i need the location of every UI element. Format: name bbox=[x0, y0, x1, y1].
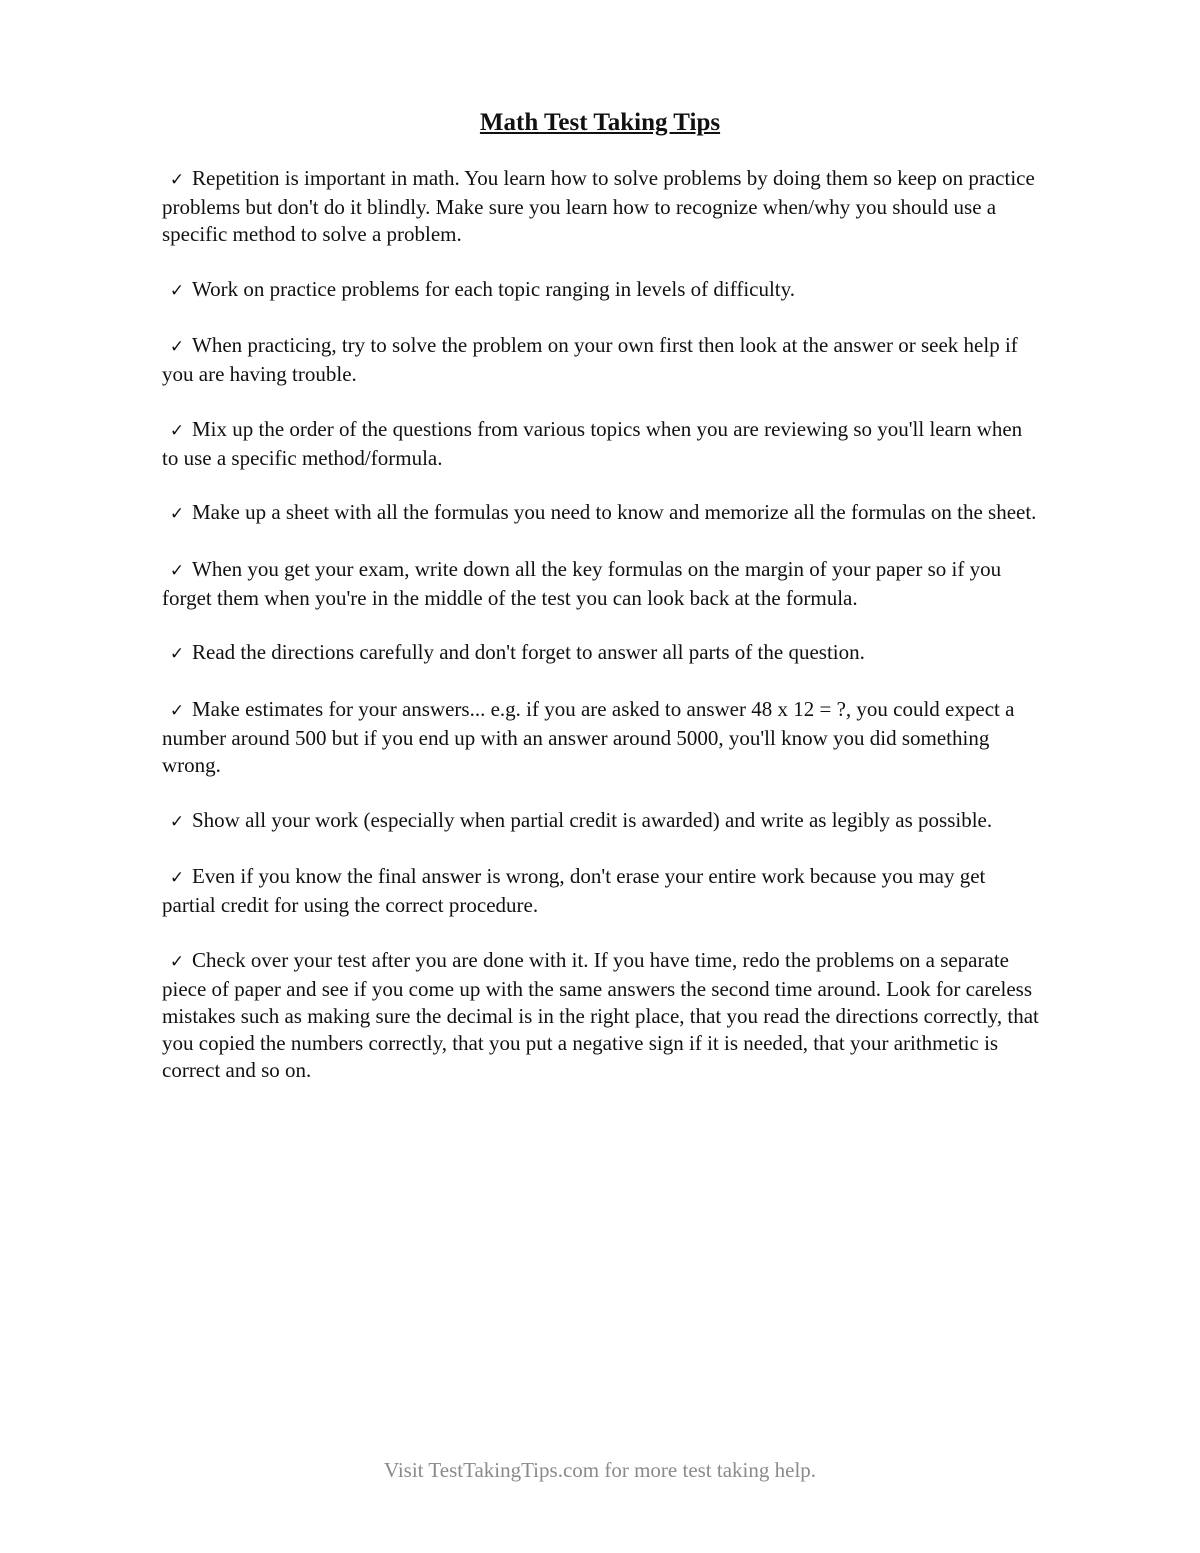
tip-text: Even if you know the final answer is wrong, don't erase your entire work because you may get partial credit for using the correct procedure. bbox=[162, 863, 986, 918]
checkmark-icon: ✓ bbox=[169, 280, 185, 301]
tip-text: Make estimates for your answers... e.g. if you are asked to answer 48 x 12 = ?, you could expect a number around 500 but if you end up with an answer around 5000, you'll know you did something wrong. bbox=[162, 696, 1015, 778]
tip-item bbox=[162, 947, 1042, 1085]
checkmark-icon: ✓ bbox=[169, 644, 185, 665]
tip-text: Repetition is important in math. You learn how to solve problems by doing them so keep on practice problems but don't do it blindly. Make sure you learn how to recognize when/why you should use a specific method to solve a problem. bbox=[162, 166, 1035, 247]
tip-text: Work on practice problems for each topic ranging in levels of difficulty. bbox=[192, 276, 796, 301]
tip-item bbox=[162, 416, 1042, 472]
checkmark-icon: ✓ bbox=[169, 337, 185, 358]
tip-item bbox=[162, 556, 1042, 612]
tip-item bbox=[162, 332, 1042, 388]
tip-item bbox=[162, 639, 1042, 668]
checkmark-icon: ✓ bbox=[169, 560, 185, 581]
page-title: Math Test Taking Tips bbox=[479, 109, 721, 136]
tip-text: Check over your test after you are done with it. If you have time, redo the problems on a separate piece of paper and see if you come up with the same answers the second time around. Look for careless mistakes such as making sure the decimal is in the right place, that you read the directions correctly, that you copied the numbers correctly, that you put a negative sign if it is needed, that your arithmetic is correct and so on. bbox=[162, 947, 1039, 1083]
checkmark-icon: ✓ bbox=[169, 700, 185, 721]
checkmark-icon: ✓ bbox=[169, 170, 185, 190]
tip-text: Make up a sheet with all the formulas you need to know and memorize all the formulas on the sheet. bbox=[192, 500, 1037, 525]
checkmark-icon: ✓ bbox=[169, 867, 185, 888]
tip-item bbox=[162, 696, 1042, 780]
tip-item bbox=[162, 807, 1042, 836]
checkmark-icon: ✓ bbox=[169, 811, 185, 832]
checkmark-icon: ✓ bbox=[169, 504, 185, 525]
tip-text: When practicing, try to solve the problem on your own first then look at the answer or seek help if you are having trouble. bbox=[162, 333, 1018, 387]
tips-list bbox=[162, 165, 1042, 1112]
tip-item bbox=[162, 499, 1042, 528]
checkmark-icon: ✓ bbox=[169, 420, 185, 441]
tip-item bbox=[162, 165, 1042, 249]
footer-note: Visit TestTakingTips.com for more test taking help. bbox=[383, 1458, 817, 1482]
tip-item bbox=[162, 276, 1042, 305]
tip-text: Mix up the order of the questions from various topics when you are reviewing so you'll learn when to use a specific method/formula. bbox=[162, 416, 1023, 470]
tip-item bbox=[162, 863, 1042, 919]
tip-text: When you get your exam, write down all the key formulas on the margin of your paper so if you forget them when you're in the middle of the test you can look back at the formula. bbox=[162, 556, 1002, 610]
checkmark-icon: ✓ bbox=[169, 951, 185, 972]
tip-text: Show all your work (especially when partial credit is awarded) and write as legibly as possible. bbox=[192, 807, 993, 832]
tip-text: Read the directions carefully and don't forget to answer all parts of the question. bbox=[192, 640, 865, 665]
